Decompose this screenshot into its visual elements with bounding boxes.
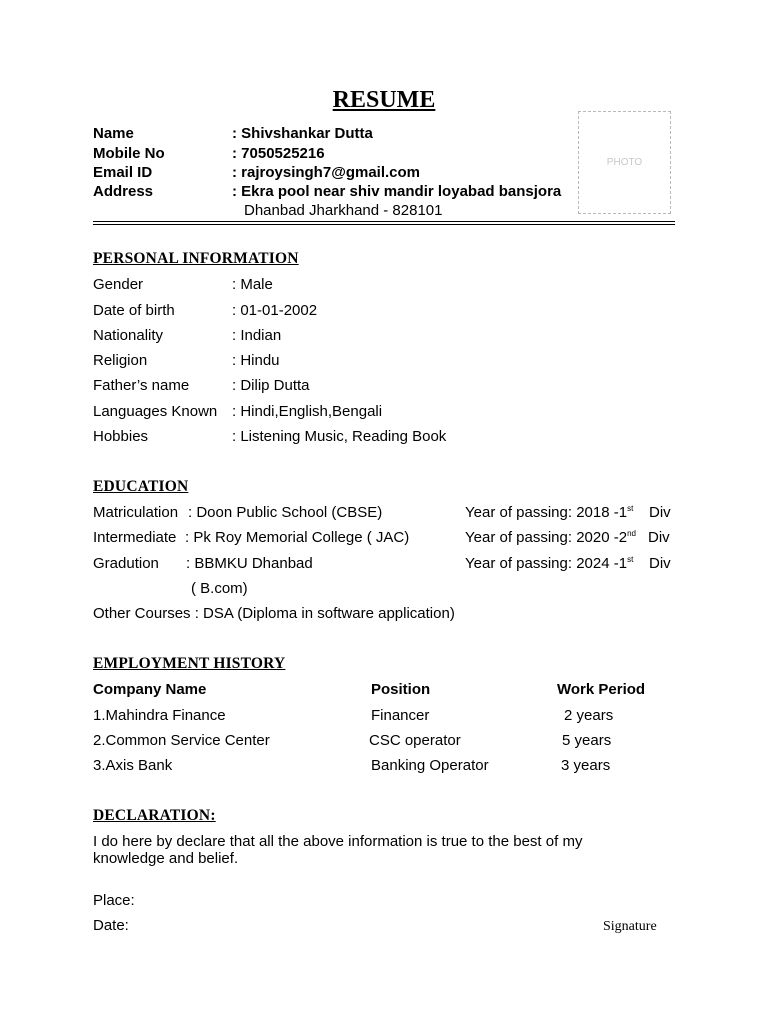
personal-row-label: Languages Known (93, 403, 218, 420)
education-course: Gradution (93, 555, 159, 572)
name-value: : Shivshankar Dutta (232, 125, 373, 142)
personal-info-heading: PERSONAL INFORMATION (93, 250, 299, 267)
column-header-company: Company Name (93, 681, 207, 698)
personal-row-value: : Hindu (232, 352, 280, 369)
email-label: Email ID (93, 164, 153, 181)
degree-note: ( B.com) (191, 580, 248, 597)
education-year (465, 529, 636, 547)
signature-label: Signature (603, 919, 657, 934)
division-suffix: st (627, 504, 634, 513)
personal-row-value: : Dilip Dutta (232, 377, 310, 394)
date-label: Date: (93, 917, 129, 934)
personal-row-label: Date of birth (93, 302, 175, 319)
education-division: Div (649, 555, 671, 572)
education-institution: : Doon Public School (CBSE) (188, 504, 383, 521)
employment-position: Banking Operator (371, 757, 489, 774)
education-year (465, 555, 633, 573)
division-suffix: nd (627, 529, 636, 538)
education-course: Intermediate (93, 529, 177, 546)
employment-period: 3 years (561, 757, 611, 774)
year-text: Year of passing: 2020 -2 (465, 529, 628, 546)
place-label: Place: (93, 892, 135, 909)
mobile-label: Mobile No (93, 145, 165, 162)
personal-row-value: : Listening Music, Reading Book (232, 428, 447, 445)
education-institution: : BBMKU Dhanbad (186, 555, 313, 572)
photo-label: PHOTO (606, 157, 643, 168)
personal-row-label: Hobbies (93, 428, 149, 445)
employment-period: 2 years (564, 707, 614, 724)
personal-row-label: Religion (93, 352, 148, 369)
education-year (465, 504, 633, 522)
employment-company: 1.Mahindra Finance (93, 707, 226, 724)
employment-position: Financer (371, 707, 430, 724)
personal-row-label: Father’s name (93, 377, 190, 394)
declaration-text-line-1: I do here by declare that all the above information is true to the best of my (93, 833, 583, 850)
mobile-value: : 7050525216 (232, 145, 325, 162)
education-division: Div (648, 529, 670, 546)
employment-company: 3.Axis Bank (93, 757, 173, 774)
employment-heading: EMPLOYMENT HISTORY (93, 655, 286, 672)
personal-row-value: : Hindi,English,Bengali (232, 403, 383, 420)
column-header-position: Position (371, 681, 431, 698)
declaration-heading: DECLARATION: (93, 807, 216, 824)
personal-row-label: Gender (93, 276, 144, 293)
year-text: Year of passing: 2018 -1 (465, 504, 628, 521)
address-line-2: Dhanbad Jharkhand - 828101 (244, 202, 443, 219)
header-divider-top (93, 221, 675, 222)
employment-position: CSC operator (369, 732, 461, 749)
column-header-period: Work Period (557, 681, 646, 698)
education-institution: : Pk Roy Memorial College ( JAC) (185, 529, 410, 546)
header-divider-bottom (93, 224, 675, 225)
division-suffix: st (627, 555, 634, 564)
declaration-text-line-2: knowledge and belief. (93, 850, 239, 867)
education-course: Matriculation (93, 504, 179, 521)
personal-row-value: : 01-01-2002 (232, 302, 318, 319)
employment-period: 5 years (562, 732, 612, 749)
education-division: Div (649, 504, 671, 521)
email-value: : rajroysingh7@gmail.com (232, 164, 421, 181)
employment-company: 2.Common Service Center (93, 732, 270, 749)
personal-row-value: : Indian (232, 327, 282, 344)
other-courses: Other Courses : DSA (Diploma in software application) (93, 605, 455, 622)
address-value: : Ekra pool near shiv mandir loyabad bansjora (232, 183, 562, 200)
personal-row-label: Nationality (93, 327, 164, 344)
resume-title: RESUME (332, 87, 436, 113)
education-heading: EDUCATION (93, 478, 189, 495)
name-label: Name (93, 125, 134, 142)
address-label: Address (93, 183, 154, 200)
year-text: Year of passing: 2024 -1 (465, 555, 628, 572)
personal-row-value: : Male (232, 276, 273, 293)
photo-placeholder (578, 111, 671, 214)
